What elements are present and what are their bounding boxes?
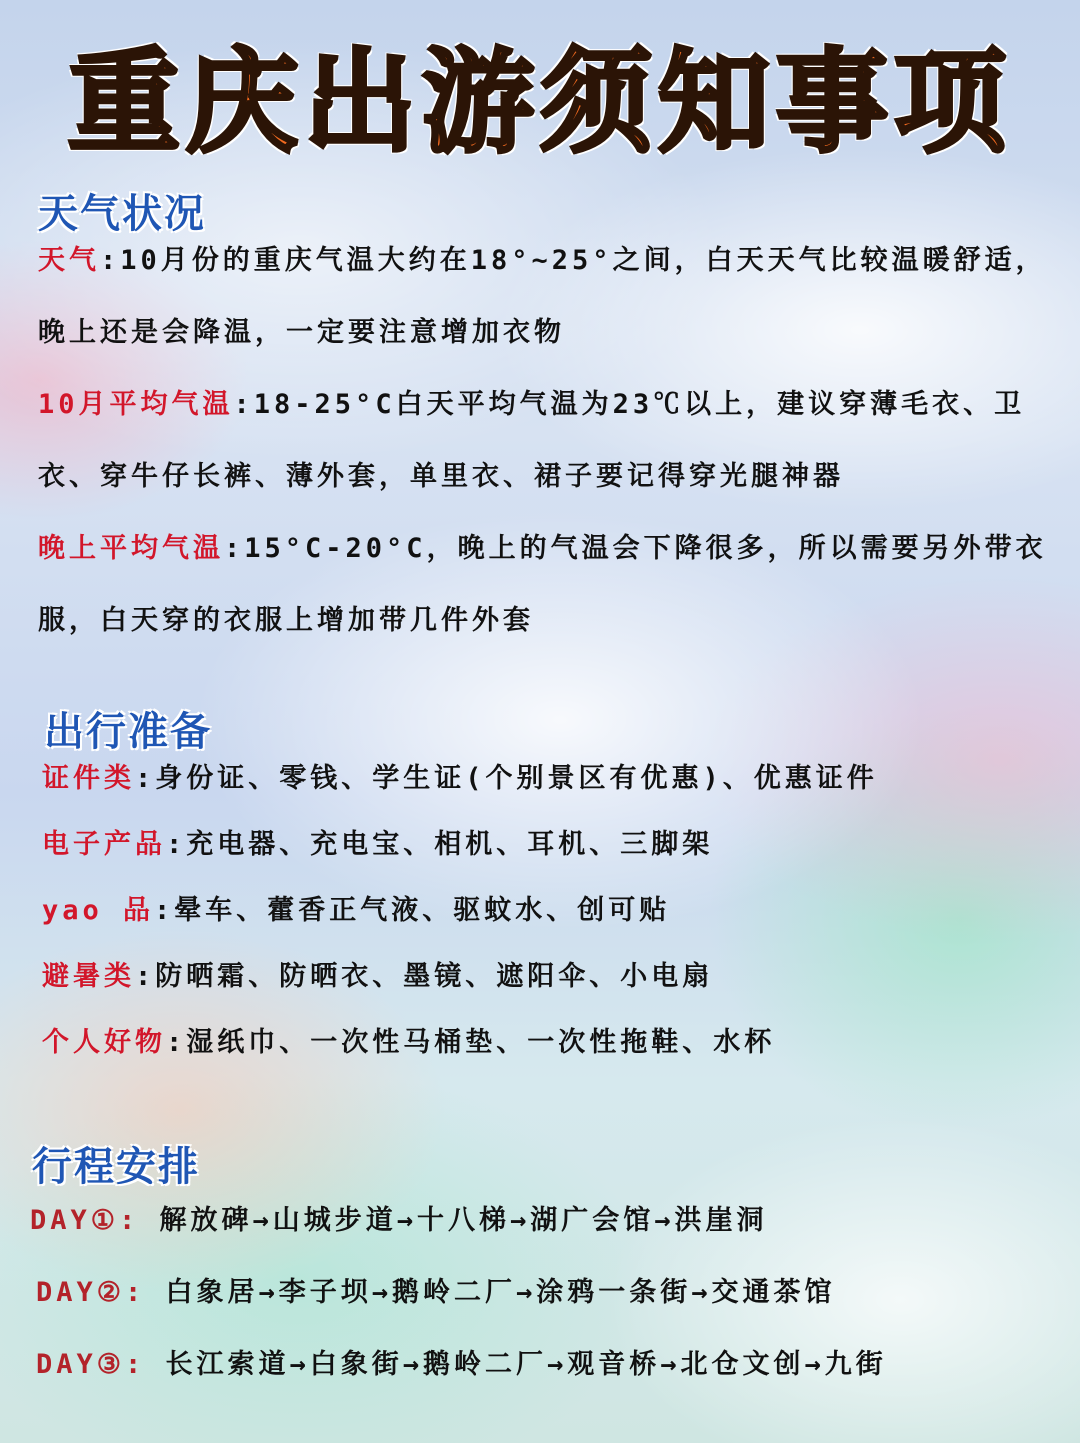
itinerary-day-route: 白象居→李子坝→鹅岭二厂→涂鸦一条街→交通茶馆 bbox=[165, 1277, 836, 1308]
prep-heading: 出行准备 bbox=[44, 709, 212, 755]
prep-item-text: 防晒霜、防晒衣、墨镜、遮阳伞、小电扇 bbox=[155, 961, 714, 992]
prep-item-label: 避暑类 bbox=[42, 961, 135, 992]
weather-item-text: 18-25°C白天平均气温为23℃以上，建议穿薄毛衣、卫衣、穿牛仔长裤、薄外套，单里衣、裙子要记得穿光腿神器 bbox=[38, 389, 1026, 492]
page-title: 重庆出游须知事项 bbox=[68, 37, 1012, 168]
weather-item-night-average: 晚上平均气温:15°C-20°C，晚上的气温会下降很多，所以需要另外带衣服，白天穿的衣服上增加带几件外套 bbox=[38, 533, 1047, 636]
prep-item-personal: 个人好物:湿纸巾、一次性马桶垫、一次性拖鞋、水杯 bbox=[42, 1027, 776, 1058]
weather-item-text: 15°C-20°C，晚上的气温会下降很多，所以需要另外带衣服，白天穿的衣服上增加带几件外套 bbox=[38, 533, 1047, 636]
prep-item-label: yao 品 bbox=[42, 895, 155, 926]
itinerary-day-route: 解放碑→山城步道→十八梯→湖广会馆→洪崖洞 bbox=[159, 1205, 768, 1236]
prep-item-medicine: yao 品:晕车、藿香正气液、驱蚊水、创可贴 bbox=[42, 895, 671, 926]
weather-heading: 天气状况 bbox=[38, 191, 206, 237]
prep-item-text: 湿纸巾、一次性马桶垫、一次性拖鞋、水杯 bbox=[186, 1027, 776, 1058]
itinerary-day-2 bbox=[36, 1270, 836, 1309]
itinerary-day-route: 长江索道→白象街→鹅岭二厂→观音桥→北仓文创→九街 bbox=[165, 1349, 887, 1380]
weather-item-temperature: 天气:10月份的重庆气温大约在18°~25°之间，白天天气比较温暖舒适，晚上还是会降温，一定要注意增加衣物 bbox=[38, 245, 1047, 348]
weather-item-label: 天气 bbox=[38, 245, 100, 276]
prep-item-electronics: 电子产品:充电器、充电宝、相机、耳机、三脚架 bbox=[42, 829, 714, 860]
prep-item-text: 晕车、藿香正气液、驱蚊水、创可贴 bbox=[174, 895, 671, 926]
weather-item-text: 10月份的重庆气温大约在18°~25°之间，白天天气比较温暖舒适，晚上还是会降温，一定要注意增加衣物 bbox=[38, 245, 1047, 348]
weather-item-label: 10月平均气温 bbox=[38, 389, 234, 420]
itinerary-heading: 行程安排 bbox=[32, 1144, 200, 1190]
weather-item-label: 晚上平均气温 bbox=[38, 533, 224, 564]
prep-item-label: 电子产品 bbox=[42, 829, 166, 860]
prep-item-text: 身份证、零钱、学生证(个别景区有优惠)、优惠证件 bbox=[155, 763, 878, 794]
itinerary-day-label: DAY③: bbox=[36, 1349, 146, 1380]
itinerary-day-1 bbox=[30, 1198, 768, 1237]
itinerary-day-3 bbox=[36, 1342, 887, 1381]
prep-item-text: 充电器、充电宝、相机、耳机、三脚架 bbox=[186, 829, 714, 860]
prep-item-label: 个人好物 bbox=[42, 1027, 166, 1058]
itinerary-day-label: DAY②: bbox=[36, 1277, 146, 1308]
itinerary-day-label: DAY①: bbox=[30, 1205, 140, 1236]
prep-item-documents: 证件类:身份证、零钱、学生证(个别景区有优惠)、优惠证件 bbox=[42, 763, 878, 794]
weather-item-october-average: 10月平均气温:18-25°C白天平均气温为23℃以上，建议穿薄毛衣、卫衣、穿牛仔长裤、薄外套，单里衣、裙子要记得穿光腿神器 bbox=[38, 389, 1026, 492]
prep-item-sun-protection: 避暑类:防晒霜、防晒衣、墨镜、遮阳伞、小电扇 bbox=[42, 961, 714, 992]
prep-item-label: 证件类 bbox=[42, 763, 135, 794]
